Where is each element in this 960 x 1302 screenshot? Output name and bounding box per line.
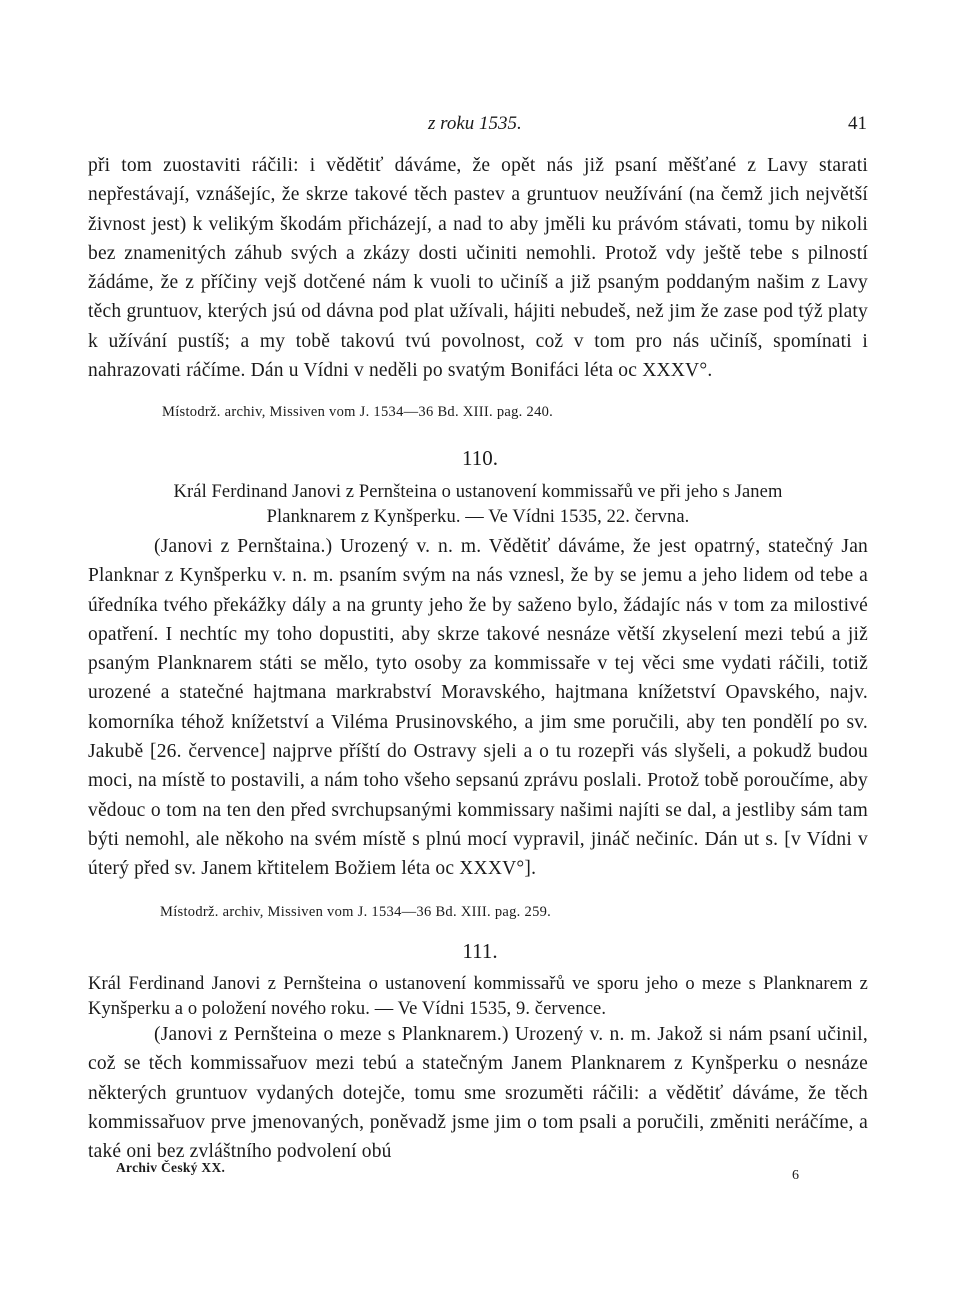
page-header	[0, 113, 960, 139]
heading-line: Král Ferdinand Janovi z Pernšteina o ustanovení kommissařů ve při jeho s Janem	[173, 482, 783, 502]
paragraph-continuation	[88, 151, 868, 385]
document-heading-111: Král Ferdinand Janovi z Pernšteina o ustanovení kommissařů ve sporu jeho o meze s Planknarem z Kynšperku a o položení nového roku. — Ve Vídni 1535, 9. července.	[88, 974, 868, 1019]
document-body-111	[88, 1020, 868, 1166]
source-note-2: Místodrž. archiv, Missiven vom J. 1534—36 Bd. XIII. pag. 259.	[160, 904, 552, 920]
running-title: z roku 1535.	[428, 113, 522, 134]
paragraph-text: při tom zuostaviti ráčili: i vědětiť dáváme, že opět nás již psaní měšťané z Lavy starati nepřestávají, vznášejíc, že skrze takové těch pastev a gruntuov neužívání (na čemž jich největší živnost jest) k velikým škodám přicházejí, a nad to aby jměli ku právóm stávati, tomu by nikoli bez znamenitých záhub svých a zkázy dosti učiniti nemohli. Protož vdy ještě tebe s pilností žádáme, že z příčiny vejš dotčené nám k vuoli to učiníš a již psaným poddaným našim z Lavy těch gruntuov, kterých jsú od dávna pod plat užívali, hájiti nebudeš, než jim že zase pod týž platy k užívání pustíš; a my tobě takovú tvú povolnost, což v tom pro nás učiníš, spomínati i nahrazovati ráčíme. Dán u Vídni v neděli po svatým Bonifáci léta oc XXXV°.	[88, 155, 868, 382]
heading-line: Planknarem z Kynšperku. — Ve Vídni 1535, 22. června.	[266, 507, 690, 527]
page-number: 41	[848, 113, 867, 134]
source-note-1: Místodrž. archiv, Missiven vom J. 1534—36 Bd. XIII. pag. 240.	[162, 404, 554, 420]
footer-sheet-number: 6	[792, 1168, 799, 1183]
document-number-110: 110.	[462, 446, 498, 470]
document-number-111: 111.	[462, 939, 498, 963]
document-heading-110	[120, 480, 836, 530]
footer-signature: Archiv Český XX.	[116, 1160, 226, 1175]
paragraph-text: (Janovi z Pernštaina.) Urozený v. n. m. Vědětiť dáváme, že jest opatrný, statečný Jan Planknar z Kynšperku v. n. m. psaním svým na nás vznesl, že by se jemu a jeho lidem od tebe a úředníka tvého překážky dály a na grunty jeho že by saženo bylo, žádajíc nás v tom za milostivé opatření. I nechtíc my toho dopustiti, aby skrze takové nesnáze větší zkyselení mezi tebú a již psaným Planknarem státi se mělo, tyto osoby za kommissaře v tej věci sme vydati ráčili, totiž urozené a statečné hajtmana markrabství Moravského, hajtmana knížetství Opavského, najv. komorníka téhož knížetství a Viléma Prusinovského, a jim sme poručili, aby ten pondělí po sv. Jakubě [26. července] najprve příští do Ostravy sjeli a o tu rozepři vás slyšeli, a pokudž budou moci, na místě to postavili, a nám toho všeho sepsanú zprávu poslali. Protož tobě poroučíme, aby vědouc o tom na ten den před svrchupsanými kommissary našimi najíti se dal, a jestliby sám tam býti nemohl, ale někoho na svém místě s plnú mocí vypravil, jináč nečiníc. Dán ut s. [v Vídni v úterý před sv. Janem křtitelem Božiem léta oc XXXV°].	[88, 536, 868, 880]
paragraph-text: (Janovi z Pernšteina o meze s Planknarem.) Urozený v. n. m. Jakož si nám psaní učinil, což se těch kommissařuov mezi tebú a statečným Janem Planknarem z Kynšperku o nesnáze některých gruntuov vydaných dotejče, tomu sme srozuměti ráčili: a vědětiť dáváme, že těch kommissařuov prve jmenovaných, poněvadž jsme jim o tom psali a poručili, změniti neráčíme, a také oni bez zvláštního podvolení obú	[88, 1024, 868, 1163]
document-body-110	[88, 532, 868, 884]
